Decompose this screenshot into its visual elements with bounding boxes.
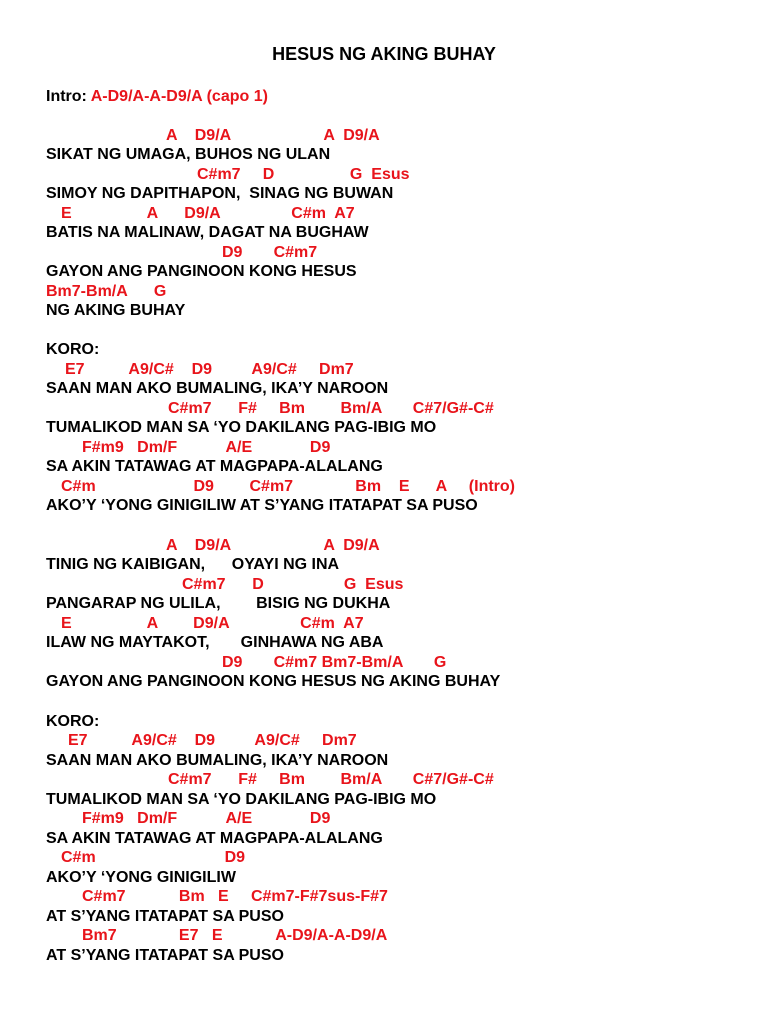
lyric-line: SAAN MAN AKO BUMALING, IKA’Y NAROON [46,752,389,769]
chord-line: C#m7 F# Bm Bm/A C#7/G#-C# [168,771,494,788]
lyric-line: GAYON ANG PANGINOON KONG HESUS [46,263,357,280]
chord-line: C#m7 Bm E C#m7-F#7sus-F#7 [82,888,388,905]
lyric-line: BATIS NA MALINAW, DAGAT NA BUGHAW [46,224,369,241]
chord-line: C#m7 D G Esus [197,166,410,183]
lyric-line: SIMOY NG DAPITHAPON, SINAG NG BUWAN [46,185,394,202]
intro-chords: A-D9/A-A-D9/A (capo 1) [90,88,268,105]
chord-line: C#m D9 C#m7 Bm E A (Intro) [61,478,516,495]
lyric-line: AT S’YANG ITATAPAT SA PUSO [46,947,284,964]
lyric-line: TINIG NG KAIBIGAN, OYAYI NG INA [46,556,340,573]
lyric-line: TUMALIKOD MAN SA ‘YO DAKILANG PAG-IBIG MO [46,419,437,436]
chord-line: A D9/A A D9/A [166,537,380,554]
chord-line: C#m7 F# Bm Bm/A C#7/G#-C# [168,400,494,417]
chord-line: A D9/A A D9/A [166,127,380,144]
chord-line: D9 C#m7 Bm7-Bm/A G [222,654,447,671]
lyric-line: SIKAT NG UMAGA, BUHOS NG ULAN [46,146,331,163]
lyric-line: SAAN MAN AKO BUMALING, IKA’Y NAROON [46,380,389,397]
lyric-line: NG AKING BUHAY [46,302,186,319]
chord-line: F#m9 Dm/F A/E D9 [82,439,331,456]
koro-label: KORO: [46,713,100,730]
lyric-line: AT S’YANG ITATAPAT SA PUSO [46,908,284,925]
lyric-line: GAYON ANG PANGINOON KONG HESUS NG AKING BUHAY [46,673,501,690]
chord-line: C#m D9 [61,849,246,866]
chord-line: E7 A9/C# D9 A9/C# Dm7 [68,732,357,749]
lyric-line: AKO’Y ‘YONG GINIGILIW [46,869,236,886]
intro-line [46,87,268,106]
koro-label: KORO: [46,341,100,358]
intro-label: Intro: [46,88,91,105]
chord-line: Bm7 E7 E A-D9/A-A-D9/A [82,927,388,944]
lyric-line: ILAW NG MAYTAKOT, GINHAWA NG ABA [46,634,384,651]
lyric-line: AKO’Y ‘YONG GINIGILIW AT S’YANG ITATAPAT SA PUSO [46,497,478,514]
chord-line: E A D9/A C#m A7 [61,205,355,222]
lyric-line: SA AKIN TATAWAG AT MAGPAPA-ALALANG [46,458,383,475]
chord-line: F#m9 Dm/F A/E D9 [82,810,331,827]
lyric-line: PANGARAP NG ULILA, BISIG NG DUKHA [46,595,391,612]
lyric-line: SA AKIN TATAWAG AT MAGPAPA-ALALANG [46,830,383,847]
chord-line: D9 C#m7 [222,244,318,261]
chord-line: E A D9/A C#m A7 [61,615,364,632]
chord-line: Bm7-Bm/A G [46,283,167,300]
song-title: HESUS NG AKING BUHAY [272,44,496,64]
lyric-line: TUMALIKOD MAN SA ‘YO DAKILANG PAG-IBIG MO [46,791,437,808]
chord-line: E7 A9/C# D9 A9/C# Dm7 [65,361,354,378]
chord-line: C#m7 D G Esus [182,576,404,593]
